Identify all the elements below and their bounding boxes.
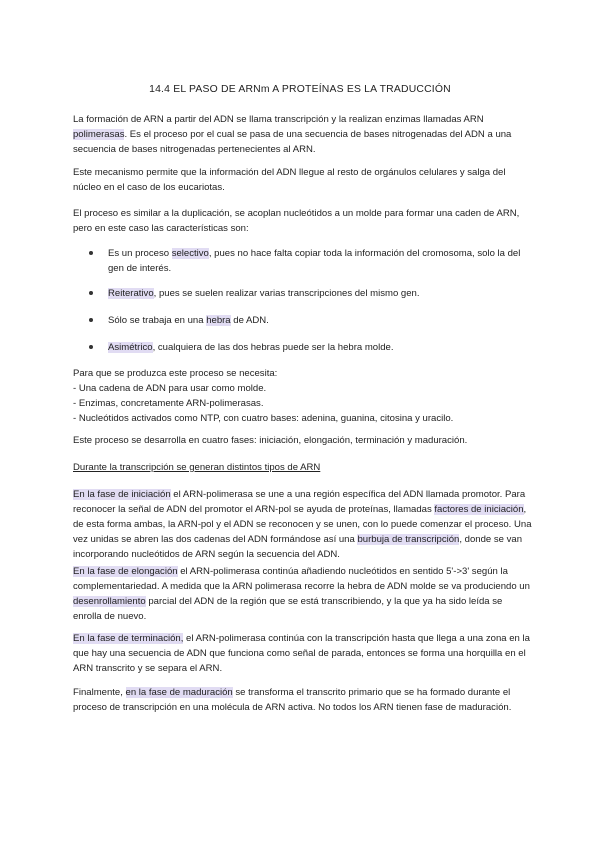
highlight-burbuja: burbuja de transcripción: [357, 534, 460, 545]
bullet-item: Es un proceso selectivo, pues no hace falta copiar toda la información del cromosoma, solo la del gen de interés.: [108, 246, 528, 276]
paragraph-phases: Este proceso se desarrolla en cuatro fases: iniciación, elongación, terminación y maduración.: [73, 435, 468, 446]
highlight-fase-maduracion: en la fase de maduración: [125, 687, 233, 698]
subsection-heading: Durante la transcripción se generan distintos tipos de ARN: [73, 462, 321, 473]
highlight-fase-iniciacion: En la fase de iniciación: [73, 489, 171, 500]
bullet-item: Sólo se trabaja en una hebra de ADN.: [108, 313, 528, 328]
highlight-selectivo: selectivo: [171, 248, 209, 259]
paragraph-elongation: En la fase de elongación el ARN-polimerasa continúa añadiendo nucleótidos en sentido 5'->3' según la complementariedad. A medida que la ARN polimerasa recorre la hebra de ADN molde se va produciendo un desenrollamiento parcial del ADN de la región que se está transcribiendo, y la que ya ha sido leída se enrolla de nuevo.: [73, 566, 530, 622]
paragraph-mechanism: Este mecanismo permite que la información del ADN llegue al resto de orgánulos celulares y salga del núcleo en el caso de los eucariotas.: [73, 167, 506, 193]
bullet-dot-icon: [89, 291, 93, 295]
requirement-item: - Nucleótidos activados como NTP, con cuatro bases: adenina, guanina, citosina y uracilo.: [73, 413, 454, 424]
highlight-asimetrico: Asimétrico: [108, 342, 153, 353]
bullet-dot-icon: [89, 318, 93, 322]
paragraph-process: El proceso es similar a la duplicación, se acoplan nucleótidos a un molde para formar una caden de ARN, pero en este caso las características son:: [73, 208, 520, 234]
paragraph-initiation: En la fase de iniciación el ARN-polimerasa se une a una región específica del ADN llamada promotor. Para reconocer la señal de ADN del promotor el ARN-pol se ayuda de proteínas, llamadas factores de iniciación, de esta forma ambas, la ARN-pol y el ADN se reconocen y se unen, con lo puede comenzar el proceso. Una vez unidas se abren las dos cadenas del ADN formándose así una burbuja de transcripción, donde se van incorporando nucleótidos de ARN según la secuencia del ADN.: [73, 489, 532, 560]
bullet-item: Asimétrico, cualquiera de las dos hebras puede ser la hebra molde.: [108, 340, 528, 355]
highlight-polimerasas: polimerasas: [73, 129, 125, 140]
bullet-item: Reiterativo, pues se suelen realizar varias transcripciones del mismo gen.: [108, 286, 528, 301]
highlight-desenrollamiento: desenrollamiento: [73, 596, 146, 607]
highlight-fase-terminacion: En la fase de terminación,: [73, 633, 184, 644]
section-title: 14.4 EL PASO DE ARNm A PROTEÍNAS ES LA TRADUCCIÓN: [149, 84, 451, 95]
highlight-hebra: hebra: [206, 315, 231, 326]
highlight-reiterativo: Reiterativo: [108, 288, 154, 299]
paragraph-intro: La formación de ARN a partir del ADN se llama transcripción y la realizan enzimas llamadas ARN polimerasas. Es el proceso por el cual se pasa de una secuencia de bases nitrogenadas del ADN a una secuencia de bases nitrogenadas pertenecientes al ARN.: [73, 114, 512, 155]
requirements-list: [73, 366, 533, 426]
requirement-item: - Enzimas, concretamente ARN-polimerasas.: [73, 398, 264, 409]
paragraph-maturation: Finalmente, en la fase de maduración se transforma el transcrito primario que se ha formado durante el proceso de transcripción en una molécula de ARN activa. No todos los ARN tienen fase de maduración.: [73, 687, 512, 713]
highlight-factores: factores de iniciación: [434, 504, 524, 515]
highlight-fase-elongacion: En la fase de elongación: [73, 566, 178, 577]
bullet-dot-icon: [89, 251, 93, 255]
requirements-intro: Para que se produzca este proceso se necesita:: [73, 368, 278, 379]
paragraph-termination: En la fase de terminación, el ARN-polimerasa continúa con la transcripción hasta que llega a una zona en la que hay una secuencia de ADN que funciona como señal de parada, entonces se forma una horquilla en el ARN transcrito y se separa el ARN.: [73, 633, 530, 674]
requirement-item: - Una cadena de ADN para usar como molde.: [73, 383, 267, 394]
bullet-dot-icon: [89, 345, 93, 349]
